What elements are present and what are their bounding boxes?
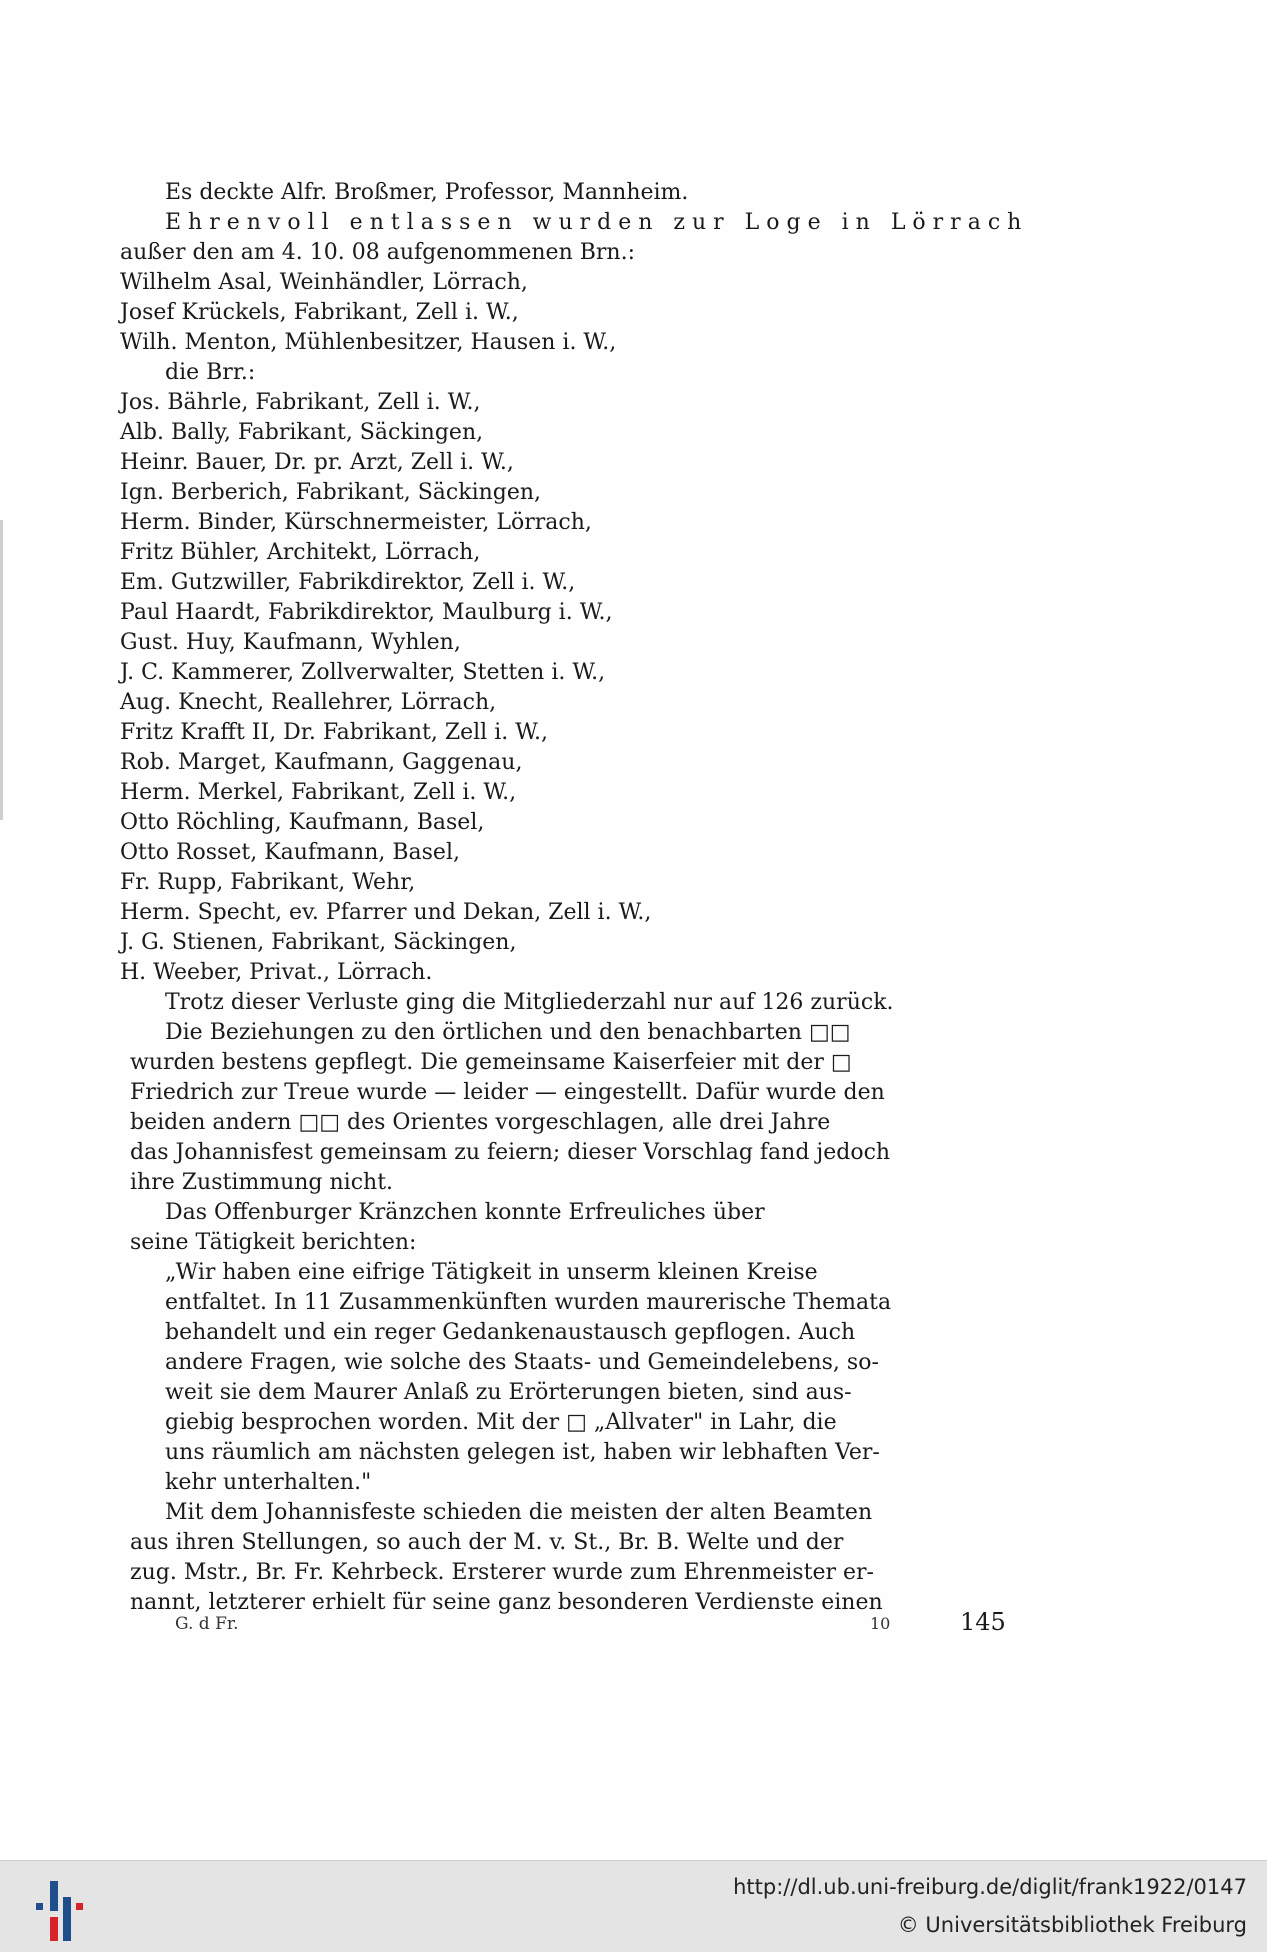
text-line: Wilhelm Asal, Weinhändler, Lörrach, — [120, 270, 528, 295]
text-line: Gust. Huy, Kaufmann, Wyhlen, — [120, 630, 461, 655]
text-line: Otto Röchling, Kaufmann, Basel, — [120, 810, 485, 835]
text-line: Ign. Berberich, Fabrikant, Säckingen, — [120, 480, 542, 505]
text-line: Die Beziehungen zu den örtlichen und den benachbarten □□ — [165, 1020, 851, 1045]
text-line: Rob. Marget, Kaufmann, Gaggenau, — [120, 750, 523, 775]
text-line: Herm. Binder, Kürschnermeister, Lörrach, — [120, 510, 592, 535]
text-line: nannt, letzterer erhielt für seine ganz besonderen Verdienste einen — [130, 1590, 883, 1615]
text-line: beiden andern □□ des Orientes vorgeschlagen, alle drei Jahre — [130, 1110, 831, 1135]
text-line: das Johannisfest gemeinsam zu feiern; dieser Vorschlag fand jedoch — [130, 1140, 891, 1165]
ub-freiburg-logo-icon[interactable] — [30, 1873, 90, 1943]
text-line: Herm. Merkel, Fabrikant, Zell i. W., — [120, 780, 517, 805]
text-line: Herm. Specht, ev. Pfarrer und Dekan, Zell i. W., — [120, 900, 652, 925]
scan-edge-mark — [0, 520, 3, 820]
text-line: Alb. Bally, Fabrikant, Säckingen, — [120, 420, 484, 445]
text-line: Fritz Krafft II, Dr. Fabrikant, Zell i. W., — [120, 720, 548, 745]
text-line: Friedrich zur Treue wurde — leider — eingestellt. Dafür wurde den — [130, 1080, 885, 1105]
text-line: J. G. Stienen, Fabrikant, Säckingen, — [120, 930, 517, 955]
text-line: Wilh. Menton, Mühlenbesitzer, Hausen i. W., — [120, 330, 617, 355]
page-body-text — [120, 178, 1029, 1618]
text-line: J. C. Kammerer, Zollverwalter, Stetten i. W., — [120, 660, 606, 685]
page-number: 145 — [960, 1608, 1006, 1636]
text-line: entfaltet. In 11 Zusammenkünften wurden maurerische Themata — [165, 1290, 892, 1315]
text-line: Es deckte Alfr. Broßmer, Professor, Mannheim. — [165, 180, 689, 205]
text-line: wurden bestens gepflegt. Die gemeinsame Kaiserfeier mit der □ — [130, 1050, 852, 1075]
viewer-footer-bar — [0, 1860, 1267, 1952]
text-line: behandelt und ein reger Gedankenaustausch gepflogen. Auch — [165, 1320, 856, 1345]
text-line: die Brr.: — [165, 360, 256, 385]
text-line: giebig besprochen worden. Mit der □ „Allvater" in Lahr, die — [165, 1410, 837, 1435]
text-line: Trotz dieser Verluste ging die Mitgliederzahl nur auf 126 zurück. — [165, 990, 894, 1015]
text-line: seine Tätigkeit berichten: — [130, 1230, 417, 1255]
text-line: Fr. Rupp, Fabrikant, Wehr, — [120, 870, 416, 895]
page-url-link[interactable]: http://dl.ub.uni-freiburg.de/diglit/frank1922/0147 — [733, 1875, 1247, 1899]
text-line: Das Offenburger Kränzchen konnte Erfreuliches über — [165, 1200, 765, 1225]
text-line: Heinr. Bauer, Dr. pr. Arzt, Zell i. W., — [120, 450, 514, 475]
text-line: andere Fragen, wie solche des Staats- und Gemeindelebens, so- — [165, 1350, 879, 1375]
text-line: weit sie dem Maurer Anlaß zu Erörterungen bieten, sind aus- — [165, 1380, 852, 1405]
copyright-notice: © Universitätsbibliothek Freiburg — [897, 1913, 1247, 1937]
text-line: uns räumlich am nächsten gelegen ist, haben wir lebhaften Ver- — [165, 1440, 880, 1465]
text-line: Paul Haardt, Fabrikdirektor, Maulburg i. W., — [120, 600, 613, 625]
text-line: kehr unterhalten." — [165, 1470, 372, 1495]
text-line: außer den am 4. 10. 08 aufgenommenen Brn.: — [120, 240, 635, 265]
text-line: Jos. Bährle, Fabrikant, Zell i. W., — [120, 390, 481, 415]
text-line: Otto Rosset, Kaufmann, Basel, — [120, 840, 460, 865]
footer-signature: G. d Fr. — [175, 1614, 239, 1634]
text-line: Ehrenvoll entlassen wurden zur Loge in Lörrach — [165, 210, 1029, 235]
text-line: ihre Zustimmung nicht. — [130, 1170, 394, 1195]
text-line: Josef Krückels, Fabrikant, Zell i. W., — [120, 300, 519, 325]
text-line: aus ihren Stellungen, so auch der M. v. St., Br. B. Welte und der — [130, 1530, 844, 1555]
text-line: H. Weeber, Privat., Lörrach. — [120, 960, 433, 985]
text-line: zug. Mstr., Br. Fr. Kehrbeck. Ersterer wurde zum Ehrenmeister er- — [130, 1560, 874, 1585]
text-line: Em. Gutzwiller, Fabrikdirektor, Zell i. W., — [120, 570, 576, 595]
text-line: Fritz Bühler, Architekt, Lörrach, — [120, 540, 481, 565]
text-line: „Wir haben eine eifrige Tätigkeit in unserm kleinen Kreise — [165, 1260, 818, 1285]
text-line: Mit dem Johannisfeste schieden die meisten der alten Beamten — [165, 1500, 873, 1525]
text-line: Aug. Knecht, Reallehrer, Lörrach, — [120, 690, 497, 715]
footer-sheet-number: 10 — [870, 1614, 891, 1633]
